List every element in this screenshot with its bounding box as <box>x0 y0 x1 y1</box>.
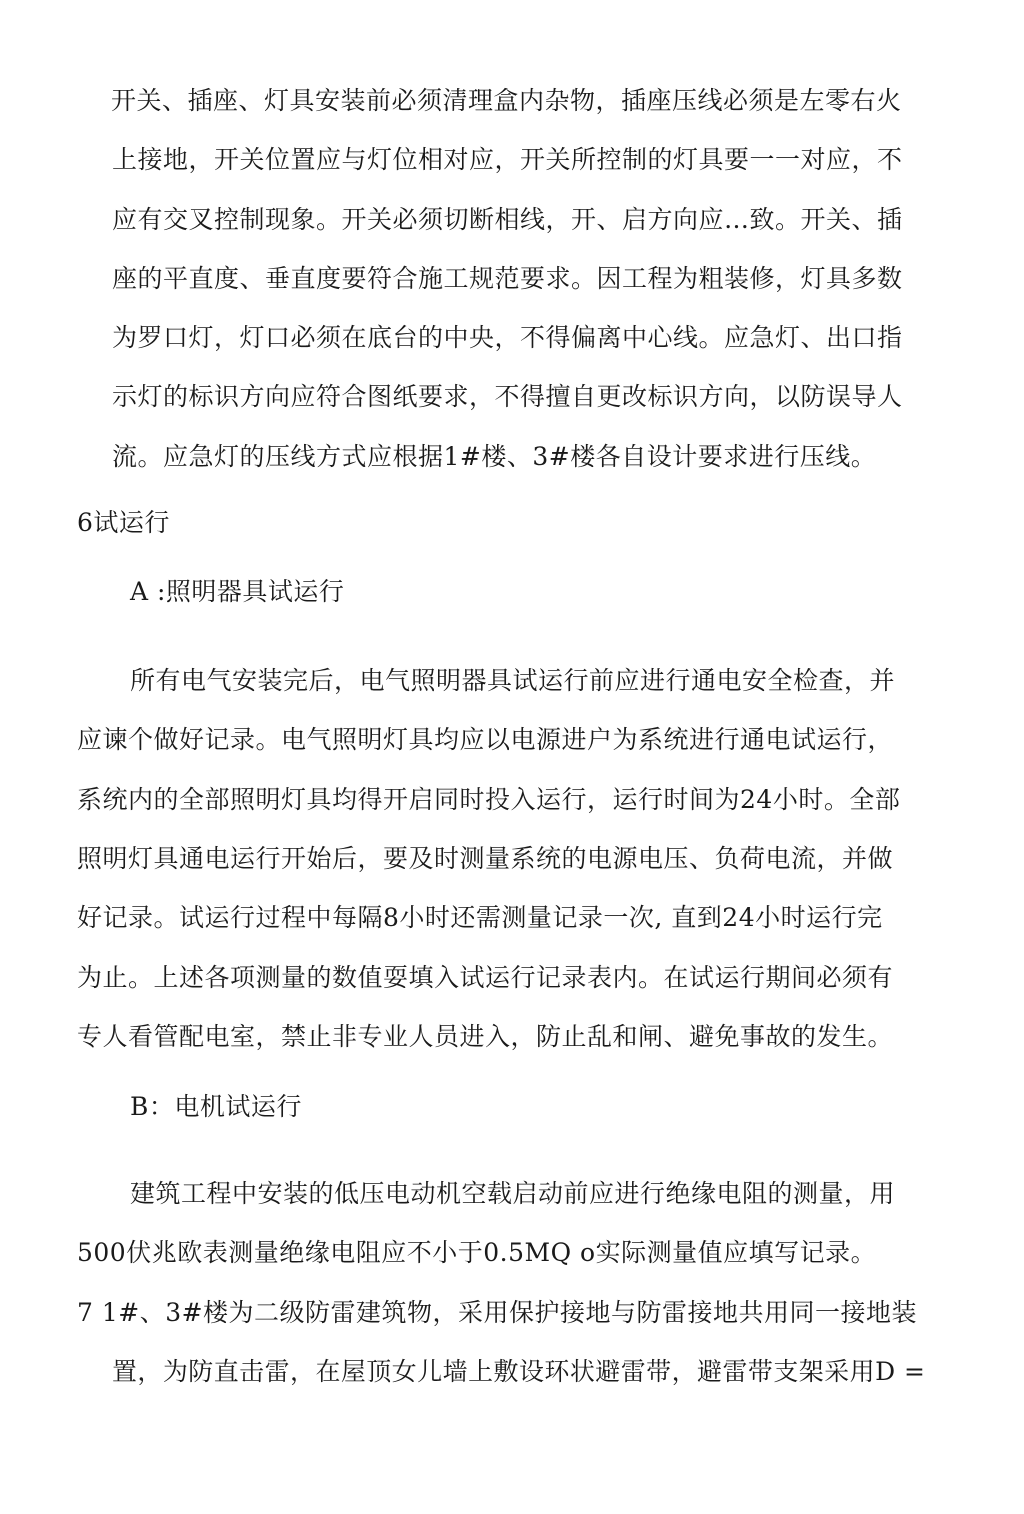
paragraph-line: 照明灯具通电运行开始后，要及时测量系统的电源电压、负荷电流，并做 <box>77 844 894 873</box>
paragraph-line: 为止。上述各项测量的数值耍填入试运行记录表内。在试运行期间必须有 <box>77 963 894 992</box>
paragraph-line: 置，为防直击雷，在屋顶女儿墙上敷设环状避雷带，避雷带支架采用D = <box>112 1357 926 1386</box>
subsection-heading: A :照明器具试运行 <box>130 577 345 606</box>
paragraph-line: 示灯的标识方向应符合图纸要求，不得擅自更改标识方向，以防误导人 <box>112 382 903 411</box>
paragraph-line: 7 1#、3#楼为二级防雷建筑物，采用保护接地与防雷接地共用同一接地装 <box>77 1298 918 1327</box>
paragraph-line: 流。应急灯的压线方式应根据1#楼、3#楼各自设计要求进行压线。 <box>112 442 877 471</box>
paragraph-line: 应谏个做好记录。电气照明灯具均应以电源进户为系统进行通电试运行， <box>77 725 894 754</box>
paragraph-line: 应有交叉控制现象。开关必须切断相线，开、启方向应…致。开关、插 <box>112 205 903 234</box>
paragraph-line: 上接地，开关位置应与灯位相对应，开关所控制的灯具要一一对应，不 <box>112 145 903 174</box>
paragraph-line: 建筑工程中安装的低压电动机空载启动前应进行绝缘电阻的测量，用 <box>130 1179 896 1208</box>
paragraph-line: 系统内的全部照明灯具均得开启同时投入运行，运行时间为24小时。全部 <box>77 785 901 814</box>
paragraph-line: 好记录。试运行过程中每隔8小时还需测量记录一次, 直到24小时运行完 <box>77 903 883 932</box>
subsection-heading: B：电机试运行 <box>130 1092 302 1121</box>
paragraph-line: 专人看管配电室，禁止非专业人员进入，防止乱和闸、避免事故的发生。 <box>77 1022 894 1051</box>
paragraph-line: 所有电气安装完后，电气照明器具试运行前应进行通电安全检查，并 <box>130 666 896 695</box>
paragraph-line: 500伏兆欧表测量绝缘电阻应不小于0.5MQ o实际测量值应填写记录。 <box>77 1238 877 1267</box>
section-heading: 6试运行 <box>77 508 170 537</box>
paragraph-line: 开关、插座、灯具安装前必须清理盒内杂物，插座压线必须是左零右火 <box>111 86 902 115</box>
paragraph-line: 为罗口灯，灯口必须在底台的中央，不得偏离中心线。应急灯、出口指 <box>112 323 903 352</box>
paragraph-line: 座的平直度、垂直度要符合施工规范要求。因工程为粗装修，灯具多数 <box>112 264 903 293</box>
